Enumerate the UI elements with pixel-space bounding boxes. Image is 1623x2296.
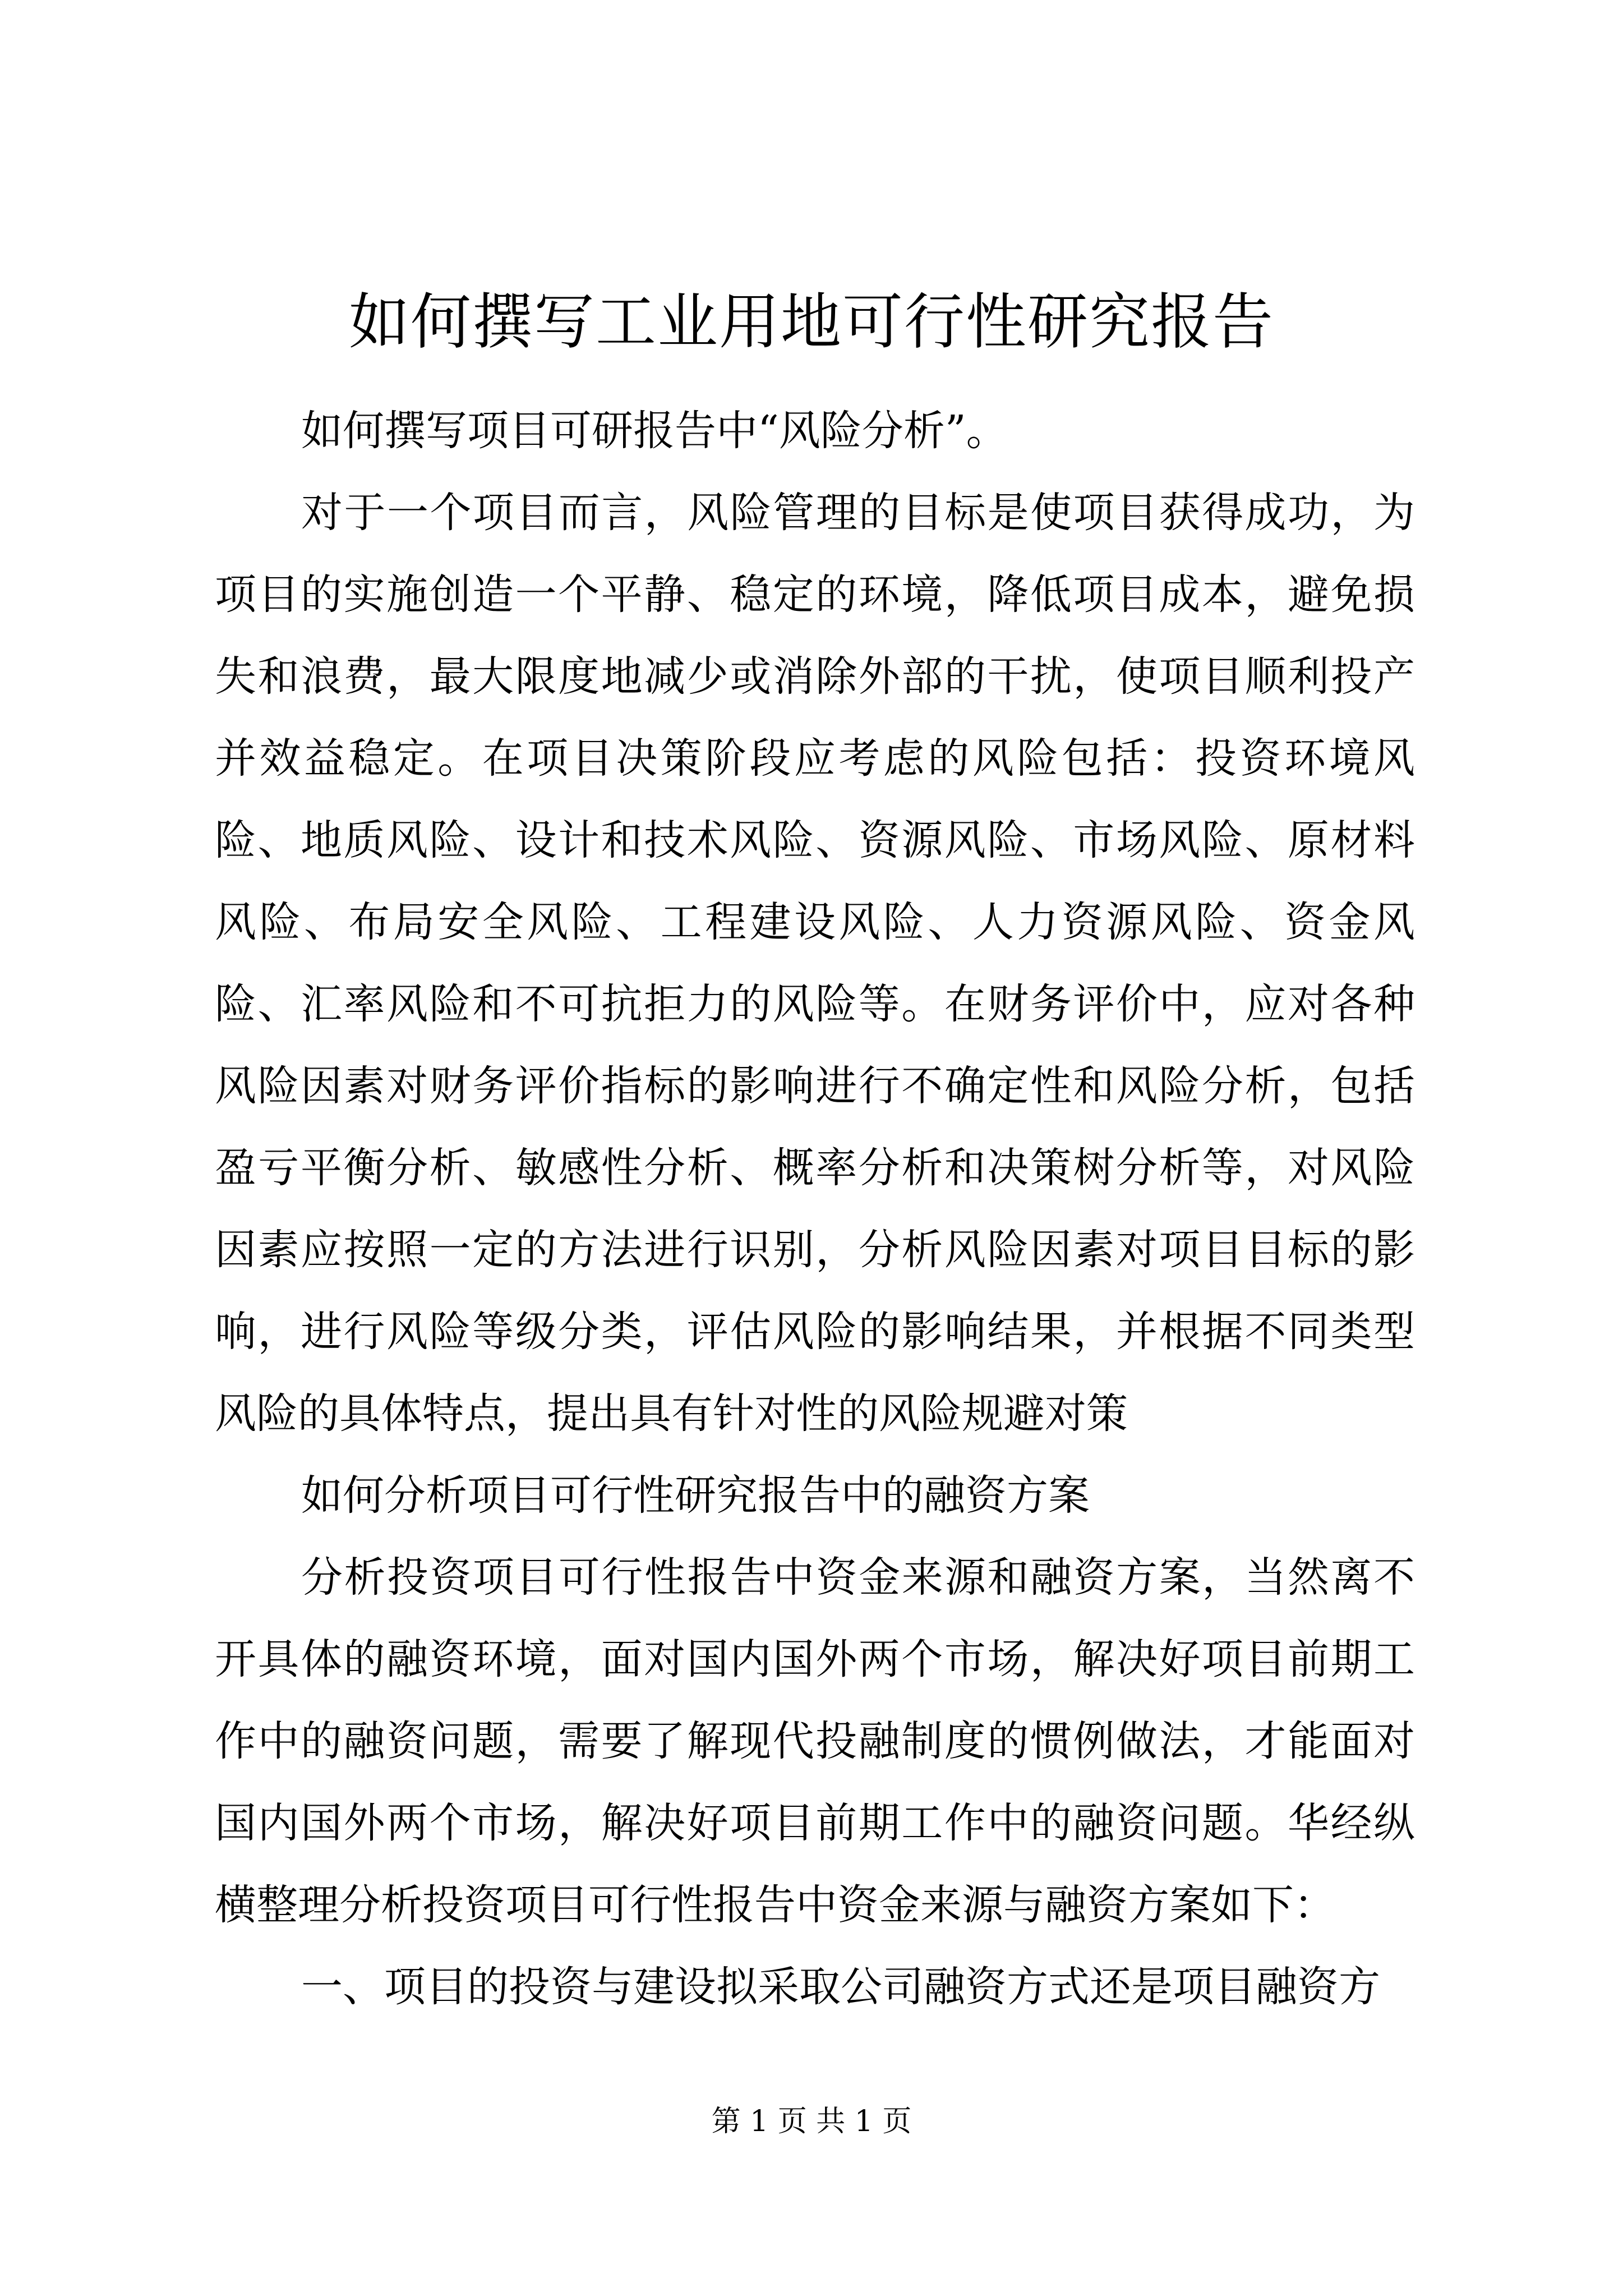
- paragraph-risk-management: 对于一个项目而言，风险管理的目标是使项目获得成功，为项目的实施创造一个平静、稳定的环境，降低项目成本，避免损失和浪费，最大限度地减少或消除外部的干扰，使项目顺利投产并效益稳定。在项目决策阶段应考虑的风险包括：投资环境风险、地质风险、设计和技术风险、资源风险、市场风险、原材料风险、布局安全风险、工程建设风险、人力资源风险、资金风险、汇率风险和不可抗拒力的风险等。在财务评价中，应对各种风险因素对财务评价指标的影响进行不确定性和风险分析，包括盈亏平衡分析、敏感性分析、概率分析和决策树分析等，对风险因素应按照一定的方法进行识别，分析风险因素对项目目标的影响，进行风险等级分类，评估风险的影响结果，并根据不同类型风险的具体特点，提出具有针对性的风险规避对策: [215, 489, 1415, 1438]
- paragraph-section-one: 一、项目的投资与建设拟采取公司融资方式还是项目融资方: [301, 1963, 1380, 2011]
- paragraph-financing-analysis: 分析投资项目可行性报告中资金来源和融资方案，当然离不开具体的融资环境，面对国内国外两个市场，解决好项目前期工作中的融资问题，需要了解现代投融制度的惯例做法，才能面对国内国外两个市场，解决好项目前期工作中的融资问题。华经纵横整理分析投资项目可行性报告中资金来源与融资方案如下：: [215, 1553, 1415, 1929]
- document-title: 如何撰写工业用地可行性研究报告: [348, 287, 1274, 357]
- document-body: [215, 390, 1415, 2028]
- paragraph-financing-heading: 如何分析项目可行性研究报告中的融资方案: [301, 1471, 1090, 1520]
- page-footer: 第 1 页 共 1 页: [711, 2105, 912, 2138]
- paragraph-risk-analysis-heading: 如何撰写项目可研报告中“风险分析”。: [301, 407, 1008, 455]
